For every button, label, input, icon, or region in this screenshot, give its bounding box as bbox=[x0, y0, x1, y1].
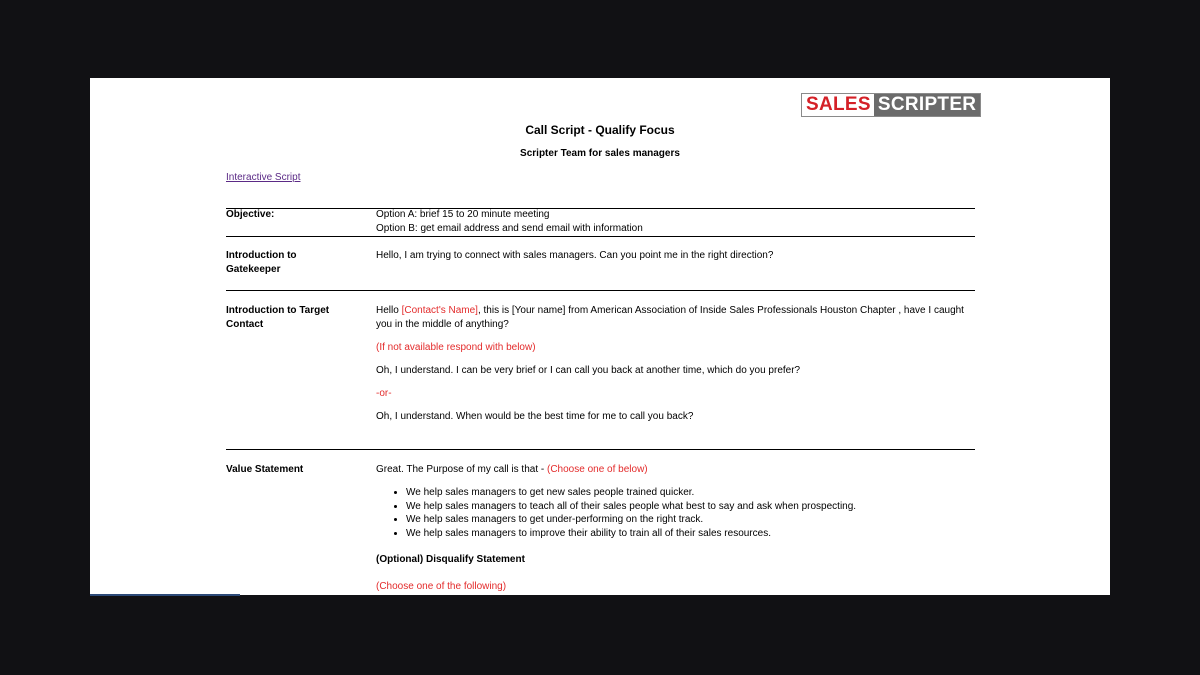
target-contact-content bbox=[376, 304, 976, 424]
value-statement-content bbox=[376, 463, 976, 594]
objective-option-a: Option A: brief 15 to 20 minute meeting bbox=[376, 209, 550, 220]
or-separator: -or- bbox=[376, 388, 392, 399]
objective-option-b: Option B: get email address and send email with information bbox=[376, 223, 643, 234]
objective-label: Objective: bbox=[226, 209, 275, 220]
value-bullet-list bbox=[376, 486, 976, 540]
section-divider bbox=[226, 290, 975, 291]
section-divider bbox=[226, 449, 975, 450]
disqualify-heading: (Optional) Disqualify Statement bbox=[376, 554, 525, 565]
value-choose-note: (Choose one of below) bbox=[547, 464, 648, 475]
document-page bbox=[90, 78, 1110, 595]
choose-following-note: (Choose one of the following) bbox=[376, 581, 507, 592]
page-subtitle: Scripter Team for sales managers bbox=[520, 148, 680, 159]
objective-content bbox=[376, 208, 976, 236]
value-intro-line bbox=[376, 463, 976, 477]
sales-scripter-logo bbox=[801, 93, 981, 117]
target-intro-rest: , this is [Your name] from American Association of Inside Sales Professionals Houston Chapter , have I caught you in the middle of anything? bbox=[376, 305, 964, 330]
logo-scripter-text: SCRIPTER bbox=[874, 94, 980, 116]
brief-response: Oh, I understand. I can be very brief or I can call you back at another time, which do you prefer? bbox=[376, 365, 801, 376]
bottom-accent-bar bbox=[90, 594, 240, 596]
target-contact-label: Introduction to Target Contact bbox=[226, 305, 330, 330]
if-not-available-note: (If not available respond with below) bbox=[376, 342, 536, 353]
value-intro: Great. The Purpose of my call is that - bbox=[376, 464, 547, 475]
best-time-response: Oh, I understand. When would be the best time for me to call you back? bbox=[376, 411, 694, 422]
logo-sales-text: SALES bbox=[802, 94, 874, 116]
gatekeeper-label: Introduction to Gatekeeper bbox=[226, 250, 297, 275]
gatekeeper-text: Hello, I am trying to connect with sales managers. Can you point me in the right direction? bbox=[376, 250, 774, 261]
list-item: • We help sales managers to teach all of their sales people what best to say and ask when prospecting. bbox=[406, 500, 976, 514]
list-item: • We help sales managers to get under-performing on the right track. bbox=[406, 513, 976, 527]
list-item: • We help sales managers to improve their ability to train all of their sales resources. bbox=[406, 527, 976, 541]
target-hello: Hello bbox=[376, 305, 402, 316]
section-divider bbox=[226, 236, 975, 237]
page-title: Call Script - Qualify Focus bbox=[525, 123, 675, 137]
list-item: • We help sales managers to get new sales people trained quicker. bbox=[406, 486, 976, 500]
interactive-script-link[interactable]: Interactive Script bbox=[226, 172, 301, 183]
target-intro-line bbox=[376, 304, 976, 332]
value-statement-label: Value Statement bbox=[226, 464, 304, 475]
contact-name-placeholder: [Contact's Name] bbox=[401, 305, 478, 316]
